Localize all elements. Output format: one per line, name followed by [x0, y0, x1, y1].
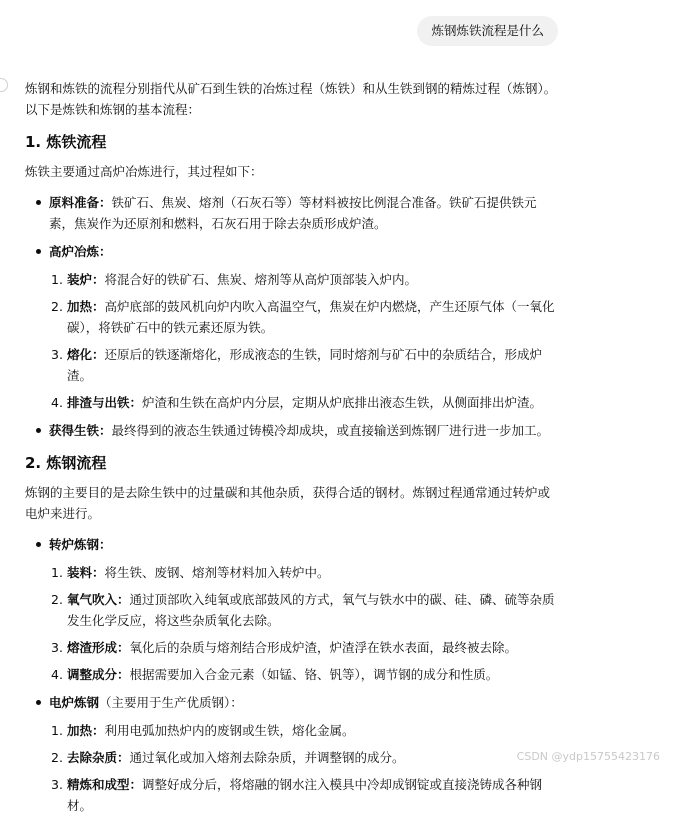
steelmaking-list	[25, 534, 560, 816]
section-lead-steelmaking: 炼钢的主要目的是去除生铁中的过量碳和其他杂质，获得合适的钢材。炼钢过程通常通过转炉或电炉来进行。	[25, 485, 551, 521]
assistant-answer	[25, 78, 560, 823]
item-label: 获得生铁：	[49, 423, 112, 438]
blast-furnace-steps	[49, 269, 560, 413]
list-item	[49, 192, 560, 234]
electric-furnace-steps	[49, 720, 560, 816]
step-item: 1. 加热：利用电弧加热炉内的废钢或生铁，熔化金属。	[51, 723, 355, 738]
list-item	[49, 241, 560, 413]
watermark: CSDN @ydp15755423176	[516, 750, 660, 763]
item-label: 高炉冶炼：	[49, 244, 112, 259]
step-item: 4. 排渣与出铁：炉渣和生铁在高炉内分层，定期从炉底排出液态生铁，从侧面排出炉渣。	[51, 395, 543, 410]
list-item	[49, 420, 560, 441]
item-label: 原料准备：	[49, 195, 112, 210]
section-heading-steelmaking: 2. 炼钢流程	[25, 454, 107, 472]
item-label: 转炉炼钢：	[49, 537, 112, 552]
item-text: 最终得到的液态生铁通过铸模冷却成块，或直接输送到炼钢厂进行进一步加工。	[111, 423, 550, 438]
step-item: 2. 去除杂质：通过氧化或加入熔剂去除杂质，并调整钢的成分。	[51, 750, 405, 765]
step-item: 2. 氧气吹入：通过顶部吹入纯氧或底部鼓风的方式，氧气与铁水中的碳、硅、磷、硫等杂质发生化学反应，将这些杂质氧化去除。	[51, 592, 555, 628]
assistant-avatar-icon	[0, 78, 8, 92]
step-item: 3. 精炼和成型：调整好成分后，将熔融的钢水注入模具中冷却成钢锭或直接浇铸成各种钢材。	[51, 777, 543, 813]
item-text: （主要用于生产优质钢）：	[99, 695, 243, 710]
converter-steps	[49, 562, 560, 685]
step-item: 1. 装料：将生铁、废钢、熔剂等材料加入转炉中。	[51, 565, 330, 580]
intro-paragraph: 炼钢和炼铁的流程分别指代从矿石到生铁的冶炼过程（炼铁）和从生铁到钢的精炼过程（炼钢）。以下是炼铁和炼钢的基本流程：	[25, 81, 557, 117]
list-item	[49, 692, 560, 816]
step-item: 1. 装炉：将混合好的铁矿石、焦炭、熔剂等从高炉顶部装入炉内。	[51, 272, 418, 287]
step-item: 4. 调整成分：根据需要加入合金元素（如锰、铬、钒等），调节钢的成分和性质。	[51, 667, 499, 682]
ironmaking-list	[25, 192, 560, 441]
step-item: 3. 熔渣形成：氧化后的杂质与熔剂结合形成炉渣，炉渣浮在铁水表面，最终被去除。	[51, 640, 518, 655]
step-item: 3. 熔化：还原后的铁逐渐熔化，形成液态的生铁，同时熔剂与矿石中的杂质结合，形成炉渣。	[51, 347, 543, 383]
section-heading-ironmaking: 1. 炼铁流程	[25, 133, 107, 151]
item-label: 电炉炼钢	[49, 695, 100, 710]
list-item	[49, 534, 560, 685]
user-message-bubble: 炼钢炼铁流程是什么	[417, 16, 558, 46]
step-item: 2. 加热：高炉底部的鼓风机向炉内吹入高温空气，焦炭在炉内燃烧，产生还原气体（一氧化碳），将铁矿石中的铁元素还原为铁。	[51, 299, 555, 335]
item-text: 铁矿石、焦炭、熔剂（石灰石等）等材料被按比例混合准备。铁矿石提供铁元素，焦炭作为还原剂和燃料，石灰石用于除去杂质形成炉渣。	[49, 195, 537, 231]
section-lead-ironmaking: 炼铁主要通过高炉冶炼进行，其过程如下：	[25, 164, 263, 179]
